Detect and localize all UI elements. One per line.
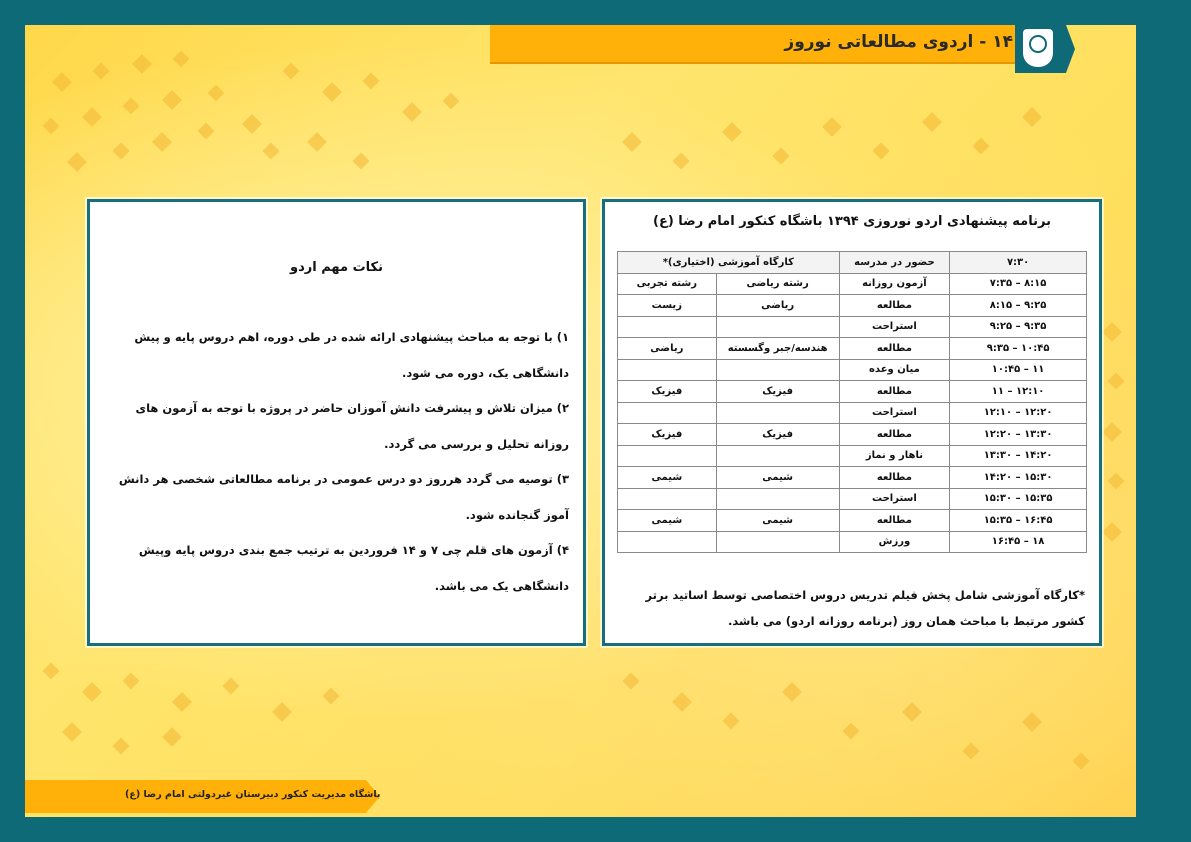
table-row xyxy=(618,273,1087,295)
table-cell: مطالعه xyxy=(839,338,950,360)
table-row xyxy=(618,510,1087,532)
table-cell xyxy=(618,316,717,338)
table-cell: ۱۶:۴۵ – ۱۵:۳۵ xyxy=(950,510,1087,532)
table-cell: ۱۲:۲۰ – ۱۲:۱۰ xyxy=(950,402,1087,424)
table-cell: رشته تجربی xyxy=(618,273,717,295)
table-row xyxy=(618,531,1087,553)
logo-mark-icon xyxy=(1029,35,1047,53)
table-cell: شیمی xyxy=(716,467,839,489)
table-cell: استراحت xyxy=(839,488,950,510)
table-cell: زیست xyxy=(618,295,717,317)
table-cell: مطالعه xyxy=(839,467,950,489)
table-cell: ریاضی xyxy=(716,295,839,317)
table-cell: شیمی xyxy=(618,467,717,489)
table-row xyxy=(618,381,1087,403)
header-bar xyxy=(490,25,1025,64)
table-cell: ۹:۲۵ – ۸:۱۵ xyxy=(950,295,1087,317)
table-cell: فیزیک xyxy=(618,424,717,446)
table-cell: ۱۳:۳۰ – ۱۲:۲۰ xyxy=(950,424,1087,446)
table-cell: ۱۲:۱۰ – ۱۱ xyxy=(950,381,1087,403)
table-cell: فیزیک xyxy=(716,381,839,403)
table-cell: شیمی xyxy=(716,510,839,532)
table-cell: مطالعه xyxy=(839,295,950,317)
table-cell: هندسه/جبر وگسسته xyxy=(716,338,839,360)
table-cell: مطالعه xyxy=(839,424,950,446)
table-cell xyxy=(618,488,717,510)
table-cell: ۹:۳۵ – ۹:۲۵ xyxy=(950,316,1087,338)
table-cell: ۱۴:۲۰ – ۱۳:۳۰ xyxy=(950,445,1087,467)
table-cell: آزمون روزانه xyxy=(839,273,950,295)
table-cell: کارگاه آموزشی (اختیاری)* xyxy=(618,252,840,274)
footer-text: باشگاه مدیریت کنکور دبیرستان غیردولتی امام رضا (ع) xyxy=(125,789,381,800)
table-cell xyxy=(618,402,717,424)
note-item: ۲) میزان تلاش و پیشرفت دانش آموزان حاضر در پروژه با توجه به آزمون های روزانه تحلیل و بررسی می گردد. xyxy=(135,401,569,451)
note-item: ۱) با توجه به مباحث پیشنهادی ارائه شده در طی دوره، اهم دروس پایه و پیش دانشگاهی یک، دوره می شود. xyxy=(134,330,569,380)
table-row xyxy=(618,445,1087,467)
notes-panel xyxy=(87,199,586,646)
table-cell xyxy=(716,488,839,510)
table-cell: فیزیک xyxy=(716,424,839,446)
table-row xyxy=(618,316,1087,338)
table-cell: مطالعه xyxy=(839,381,950,403)
table-cell xyxy=(618,445,717,467)
note-item: ۴) آزمون های قلم چی ۷ و ۱۴ فروردین به ترتیب جمع بندی دروس پایه وپیش دانشگاهی یک می باشد. xyxy=(138,543,569,593)
table-cell: ۱۵:۳۵ – ۱۵:۳۰ xyxy=(950,488,1087,510)
table-cell: ۷:۳۰ xyxy=(950,252,1087,274)
table-cell: ورزش xyxy=(839,531,950,553)
notes-list xyxy=(104,320,569,604)
table-cell: ناهار و نماز xyxy=(839,445,950,467)
table-cell: شیمی xyxy=(618,510,717,532)
table-cell: حضور در مدرسه xyxy=(839,252,950,274)
table-row xyxy=(618,467,1087,489)
table-cell: میان وعده xyxy=(839,359,950,381)
notes-title: نکات مهم اردو xyxy=(290,260,383,275)
table-cell: ۱۰:۴۵ – ۹:۳۵ xyxy=(950,338,1087,360)
table-cell xyxy=(716,402,839,424)
table-header-row xyxy=(618,252,1087,274)
schedule-table xyxy=(617,251,1087,553)
table-row xyxy=(618,295,1087,317)
page-title: ۱۴ - اردوی مطالعاتی نوروز xyxy=(784,32,1013,52)
table-cell xyxy=(716,359,839,381)
schedule-footnote: *کارگاه آموزشی شامل پخش فیلم تدریس دروس اختصاصی توسط اساتید برتر کشور مرتبط با مباحث همان روز (برنامه روزانه اردو) می باشد. xyxy=(645,588,1085,628)
table-cell: فیزیک xyxy=(618,381,717,403)
page-background xyxy=(25,25,1136,817)
table-cell xyxy=(716,445,839,467)
table-row xyxy=(618,488,1087,510)
table-cell: استراحت xyxy=(839,316,950,338)
table-cell: رشته ریاضی xyxy=(716,273,839,295)
table-cell xyxy=(618,531,717,553)
table-cell: ریاضی xyxy=(618,338,717,360)
table-cell: مطالعه xyxy=(839,510,950,532)
table-cell xyxy=(716,316,839,338)
table-cell xyxy=(716,531,839,553)
table-row xyxy=(618,402,1087,424)
schedule-title: برنامه پیشنهادی اردو نوروزی ۱۳۹۴ باشگاه کنکور امام رضا (ع) xyxy=(653,214,1051,229)
table-cell xyxy=(618,359,717,381)
table-cell: ۱۱ – ۱۰:۴۵ xyxy=(950,359,1087,381)
table-cell: ۱۸ – ۱۶:۴۵ xyxy=(950,531,1087,553)
table-cell: ۸:۱۵ – ۷:۳۵ xyxy=(950,273,1087,295)
table-cell: ۱۵:۳۰ – ۱۴:۲۰ xyxy=(950,467,1087,489)
schedule-panel xyxy=(602,199,1102,646)
note-item: ۳) توصیه می گردد هرروز دو درس عمومی در برنامه مطالعاتی شخصی هر دانش آموز گنجانده شود. xyxy=(118,472,569,522)
table-cell: استراحت xyxy=(839,402,950,424)
table-row xyxy=(618,359,1087,381)
table-row xyxy=(618,338,1087,360)
table-row xyxy=(618,424,1087,446)
